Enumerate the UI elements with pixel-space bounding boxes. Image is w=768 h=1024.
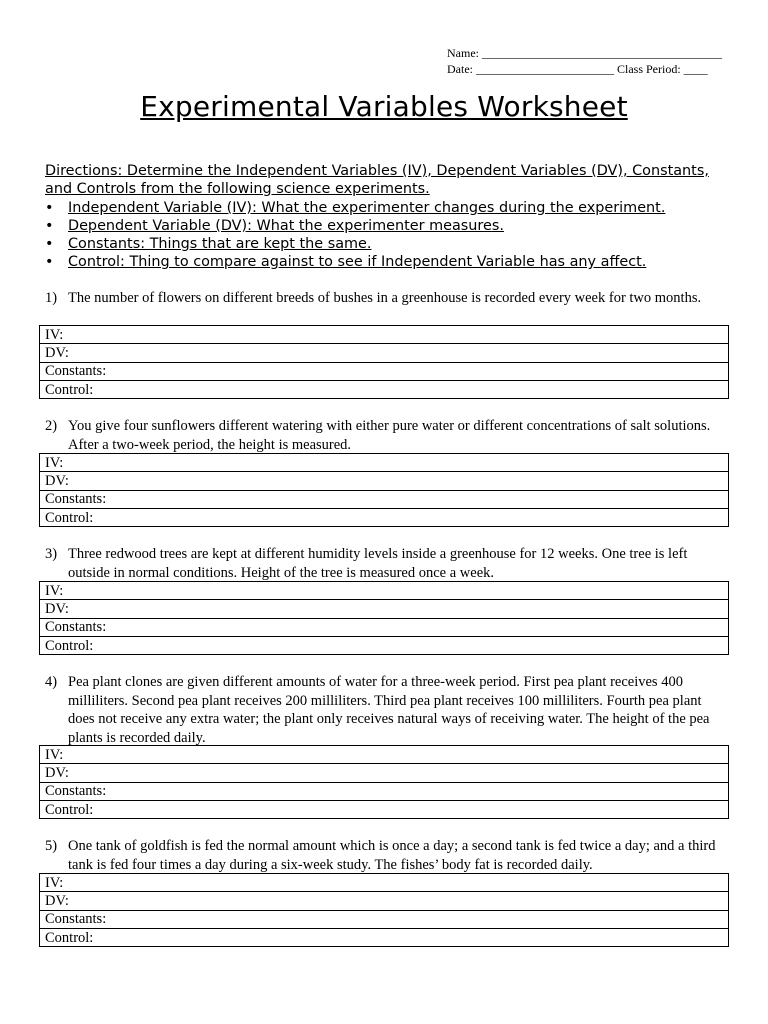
bullet-icon: • [45, 200, 54, 216]
iv-answer-field[interactable]: IV: [40, 582, 729, 600]
question-5 [45, 837, 720, 874]
control-answer-field[interactable]: Control: [40, 508, 729, 526]
question-text: Pea plant clones are given different amounts of water for a three-week period. First pea plant receives 400 milliliters. Second pea plant receives 200 milliliters. Third pea plant receives 100 milliliters. Fourth pea plant does not receive any extra water; the plant only receives natural ways of receiving water. The height of the pea plants is recorded daily. [68, 674, 710, 746]
date-class-period-field[interactable]: Date: _______________________ Class Period: ____ [447, 62, 708, 76]
dv-answer-field[interactable]: DV: [40, 892, 729, 910]
dv-answer-field[interactable]: DV: [40, 344, 729, 362]
definition-iv: • Independent Variable (IV): What the experimenter changes during the experiment. [45, 200, 666, 216]
iv-answer-field[interactable]: IV: [40, 746, 729, 764]
question-number: 4) [45, 674, 58, 690]
header-fields [447, 45, 722, 77]
definition-constants: • Constants: Things that are kept the same. [45, 236, 372, 252]
iv-answer-field[interactable]: IV: [40, 874, 729, 892]
constants-answer-field[interactable]: Constants: [40, 362, 729, 380]
bullet-icon: • [45, 236, 54, 252]
question-4 [45, 673, 720, 747]
answer-table-4 [39, 745, 729, 819]
dv-answer-field[interactable]: DV: [40, 764, 729, 782]
control-answer-field[interactable]: Control: [40, 636, 729, 654]
control-answer-field[interactable]: Control: [40, 800, 729, 818]
question-text: The number of flowers on different breeds of bushes in a greenhouse is recorded every week for two months. [68, 290, 702, 306]
control-answer-field[interactable]: Control: [40, 928, 729, 946]
question-2 [45, 417, 720, 454]
name-field[interactable]: Name: ________________________________________ [447, 46, 722, 60]
bullet-icon: • [45, 218, 54, 234]
question-number: 1) [45, 290, 58, 306]
constants-answer-field[interactable]: Constants: [40, 490, 729, 508]
question-text: You give four sunflowers different watering with either pure water or different concentrations of salt solutions. After a two-week period, the height is measured. [68, 418, 711, 453]
question-1 [45, 289, 720, 308]
question-text: Three redwood trees are kept at different humidity levels inside a greenhouse for 12 weeks. One tree is left outside in normal conditions. Height of the tree is measured once a week. [68, 546, 688, 581]
iv-answer-field[interactable]: IV: [40, 454, 729, 472]
dv-answer-field[interactable]: DV: [40, 600, 729, 618]
question-number: 2) [45, 418, 58, 434]
bullet-icon: • [45, 254, 54, 270]
answer-table-2 [39, 453, 729, 527]
question-text: One tank of goldfish is fed the normal amount which is once a day; a second tank is fed twice a day; and a third tank is fed four times a day during a six-week study. The fishes’ body fat is recorded daily. [68, 838, 716, 873]
question-number: 5) [45, 838, 58, 854]
answer-table-5 [39, 873, 729, 947]
constants-answer-field[interactable]: Constants: [40, 910, 729, 928]
constants-answer-field[interactable]: Constants: [40, 618, 729, 636]
question-number: 3) [45, 546, 58, 562]
definitions-list [45, 199, 665, 271]
constants-answer-field[interactable]: Constants: [40, 782, 729, 800]
iv-answer-field[interactable]: IV: [40, 326, 729, 344]
page-title: Experimental Variables Worksheet [140, 90, 628, 123]
directions: Directions: Determine the Independent Variables (IV), Dependent Variables (DV), Constants, and Controls from the following science experiments. [45, 163, 709, 197]
answer-table-3 [39, 581, 729, 655]
dv-answer-field[interactable]: DV: [40, 472, 729, 490]
definition-control: • Control: Thing to compare against to see if Independent Variable has any affect. [45, 254, 647, 270]
definition-dv: • Dependent Variable (DV): What the experimenter measures. [45, 218, 504, 234]
control-answer-field[interactable]: Control: [40, 380, 729, 398]
question-3 [45, 545, 720, 582]
answer-table-1 [39, 325, 729, 399]
